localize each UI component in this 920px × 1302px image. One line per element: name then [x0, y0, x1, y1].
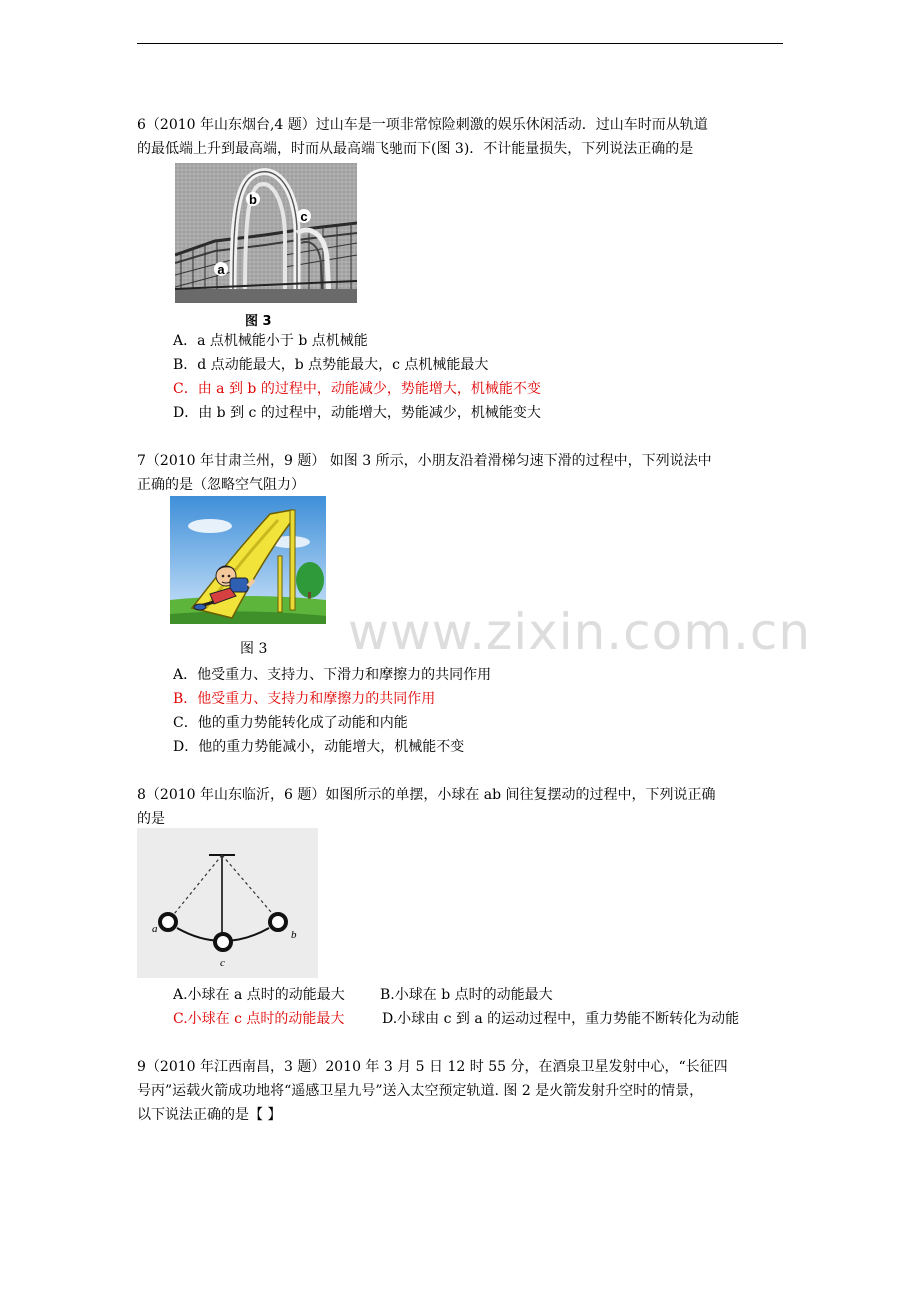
roller-coaster-figure: [175, 163, 357, 303]
label-a: a: [152, 923, 158, 935]
q6-option-a: A．a 点机械能小于 b 点机械能: [173, 333, 368, 349]
q6-figure-caption: 图 3: [245, 314, 272, 329]
label-c: c: [220, 957, 225, 969]
q8-option-b: B.小球在 b 点时的动能最大: [380, 987, 553, 1003]
q7-stem-line1: 7（2010 年甘肃兰州，9 题） 如图 3 所示，小朋友沿着滑梯匀速下滑的过程中，下列说法中: [137, 453, 712, 469]
q9-stem-line1: 9（2010 年江西南昌，3 题）2010 年 3 月 5 日 12 时 55 分，在酒泉卫星发射中心，“长征四: [137, 1059, 728, 1075]
q8-stem-line2: 的是: [137, 811, 165, 827]
q7-option-d: D．他的重力势能减小，动能增大，机械能不变: [173, 739, 465, 755]
label-c: c: [300, 209, 308, 224]
q6-option-b: B．d 点动能最大，b 点势能最大，c 点机械能最大: [173, 357, 489, 373]
q6-option-c-answer: C．由 a 到 b 的过程中，动能减少，势能增大，机械能不变: [173, 381, 541, 397]
slide-figure: [170, 496, 326, 624]
q6-stem-line2: 的最低端上升到最高端，时而从最高端飞驰而下(图 3)．不计能量损失，下列说法正确的是: [137, 141, 694, 157]
q8-option-d: D.小球由 c 到 a 的运动过程中，重力势能不断转化为动能: [382, 1011, 740, 1027]
q7-option-b-answer: B．他受重力、支持力和摩擦力的共同作用: [173, 691, 436, 707]
watermark: www.zixin.com.cn: [348, 603, 812, 661]
label-b: b: [291, 929, 297, 941]
pendulum-figure: [137, 828, 318, 978]
header-rule: [137, 43, 783, 44]
q8-option-c-answer: C.小球在 c 点时的动能最大: [173, 1011, 345, 1027]
q7-option-a: A．他受重力、支持力、下滑力和摩擦力的共同作用: [173, 667, 492, 683]
q6-option-d: D．由 b 到 c 的过程中，动能增大，势能减少，机械能变大: [173, 405, 541, 421]
q6-stem-line1: 6（2010 年山东烟台,4 题）过山车是一项非常惊险刺激的娱乐休闲活动．过山车时而从轨道: [137, 117, 708, 133]
q7-option-c: C．他的重力势能转化成了动能和内能: [173, 715, 408, 731]
q9-stem-line2: 号丙”运载火箭成功地将“遥感卫星九号”送入太空预定轨道. 图 2 是火箭发射升空时的情景，: [137, 1083, 704, 1099]
q8-option-a: A.小球在 a 点时的动能最大: [173, 987, 345, 1003]
label-b: b: [249, 192, 257, 207]
label-a: a: [217, 262, 225, 277]
q8-stem-line1: 8（2010 年山东临沂，6 题）如图所示的单摆，小球在 ab 间往复摆动的过程中，下列说正确: [137, 787, 716, 803]
q7-figure-caption: 图 3: [240, 641, 268, 657]
q7-stem-line2: 正确的是（忽略空气阻力）: [137, 477, 305, 493]
q9-stem-line3: 以下说法正确的是【 】: [137, 1107, 282, 1123]
